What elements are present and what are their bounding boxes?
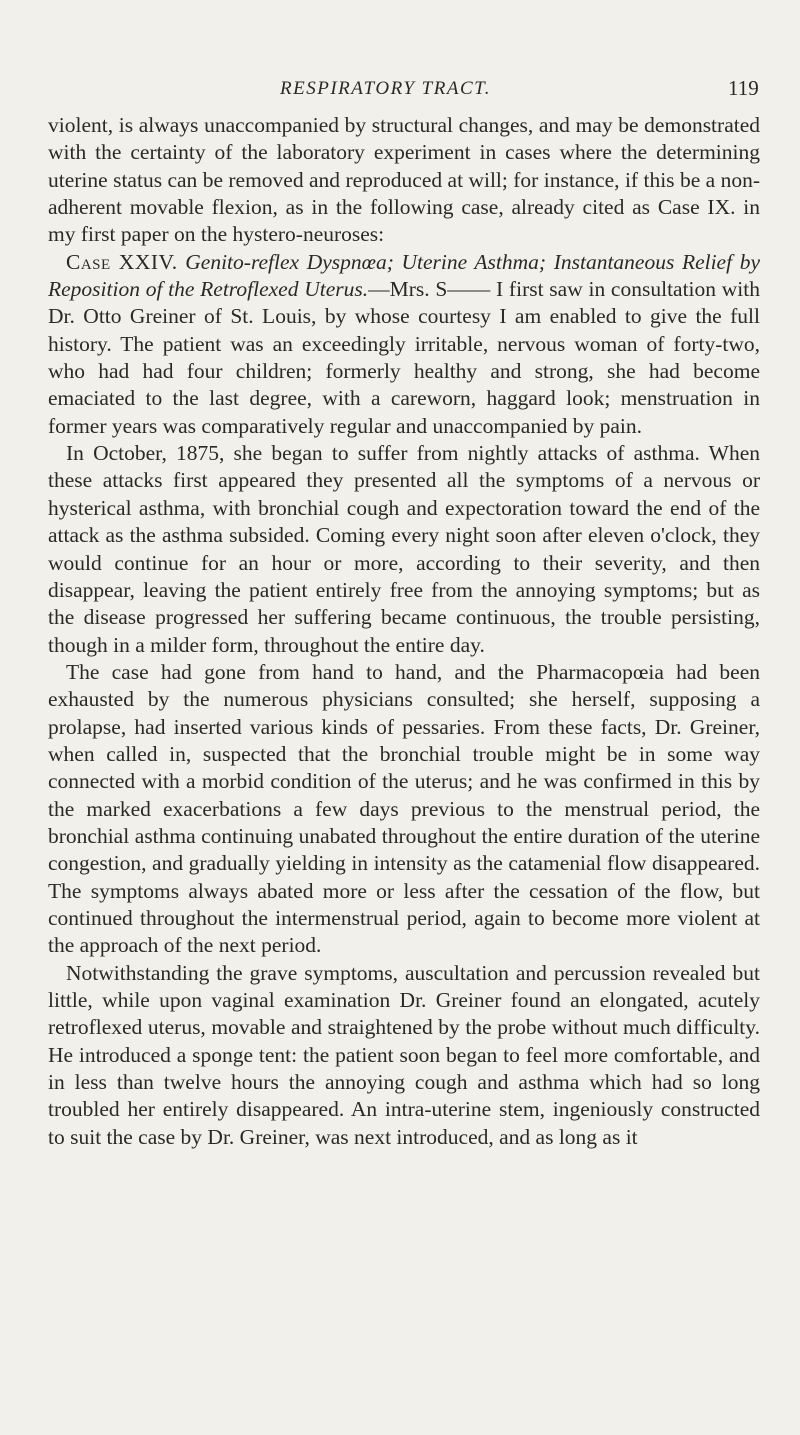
case-title: Genito-reflex Dyspnœa; Uterine Asthma; Instantaneous Relief by Reposition of the Retroflexed Uterus. xyxy=(48,249,760,302)
running-head xyxy=(0,74,800,104)
paragraph: Notwithstanding the grave symptoms, auscultation and percussion revealed but little, while upon vaginal examination Dr. Greiner found an elongated, acutely retroflexed uterus, movable and straightened by the probe without much difficulty. He introduced a sponge tent: the patient soon began to feel more comfortable, and in less than twelve hours the annoying cough and asthma which had so long troubled her entirely disappeared. An intra-uterine stem, ingeniously constructed to suit the case by Dr. Greiner, was next introduced, and as long as it xyxy=(48,960,760,1149)
paragraph-continued: violent, is always unaccompanied by structural changes, and may be demonstrated with the certainty of the laboratory experiment in cases where the determining uterine status can be removed and reproduced at will; for instance, if this be a non-adherent movable flexion, as in the following case, already cited as Case IX. in my first paper on the hystero-neuroses: xyxy=(48,113,760,247)
page-number: 119 xyxy=(728,76,759,100)
running-title: RESPIRATORY TRACT. xyxy=(280,78,492,99)
paragraph: The case had gone from hand to hand, and the Pharmacopœia had been exhausted by the numerous physicians consulted; she herself, supposing a prolapse, had inserted various kinds of pessaries. From these facts, Dr. Greiner, when called in, suspected that the bronchial trouble might be in some way connected with a morbid condition of the uterus; and he was confirmed in this by the marked exacerbations a few days previous to the menstrual period, the bronchial asthma continuing unabated throughout the entire duration of the uterine congestion, and gradually yielding in intensity as the catamenial flow disappeared. The symptoms always abated more or less after the cessation of the flow, but continued throughout the intermenstrual period, again to become more violent at the approach of the next period. xyxy=(48,659,760,958)
paragraph: In October, 1875, she began to suffer from nightly attacks of asthma. When these attacks first appeared they presented all the symptoms of a nervous or hysterical asthma, with bronchial cough and expectoration toward the end of the attack as the asthma subsided. Coming every night soon after eleven o'clock, they would continue for an hour or more, according to their severity, and then disappear, leaving the patient entirely free from the annoying symptoms; but as the disease progressed her suffering became continuous, the trouble persisting, though in a milder form, throughout the entire day. xyxy=(48,441,760,657)
case-label: Case XXIV. xyxy=(66,249,178,274)
case-body: —Mrs. S—— I first saw in consultation with Dr. Otto Greiner of St. Louis, by whose courtesy I am enabled to give the full history. The patient was an exceedingly irritable, nervous woman of forty-two, who had had four children; formerly healthy and strong, she had become emaciated to the last degree, with a careworn, haggard look; menstruation in former years was comparatively regular and unaccompanied by pain. xyxy=(48,277,760,438)
paragraph-case-heading xyxy=(48,249,760,440)
body-text xyxy=(48,112,760,1151)
